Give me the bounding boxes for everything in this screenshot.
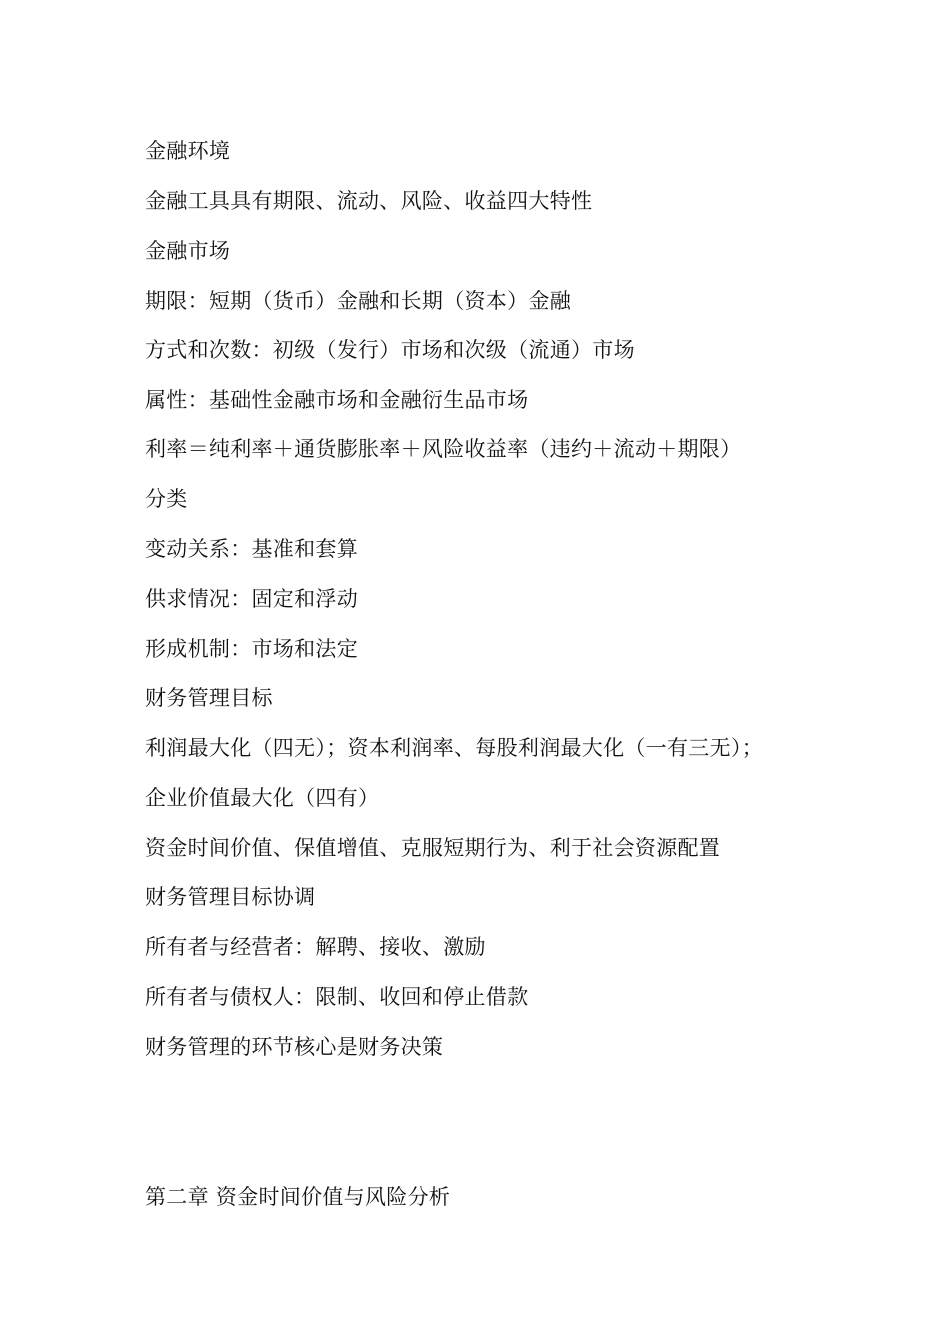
text-line: 财务管理目标协调 (145, 885, 316, 909)
text-line: 利率＝纯利率＋通货膨胀率＋风险收益率（违约＋流动＋期限） (145, 437, 742, 461)
text-line: 金融环境 (145, 139, 231, 163)
text-line: 期限：短期（货币）金融和长期（资本）金融 (145, 289, 571, 313)
text-line: 分类 (145, 487, 188, 511)
text-line: 财务管理目标 (145, 686, 273, 710)
text-line: 财务管理的环节核心是财务决策 (145, 1035, 444, 1059)
text-line: 方式和次数：初级（发行）市场和次级（流通）市场 (145, 338, 635, 362)
text-line: 供求情况：固定和浮动 (145, 587, 358, 611)
chapter-heading: 第二章 资金时间价值与风险分析 (145, 1185, 451, 1209)
text-line: 属性：基础性金融市场和金融衍生品市场 (145, 388, 529, 412)
text-line: 形成机制：市场和法定 (145, 637, 358, 661)
text-line: 资金时间价值、保值增值、克服短期行为、利于社会资源配置 (145, 836, 721, 860)
text-line: 企业价值最大化（四有） (145, 786, 380, 810)
text-line: 金融工具具有期限、流动、风险、收益四大特性 (145, 189, 593, 213)
text-line: 利润最大化（四无）；资本利润率、每股利润最大化（一有三无）； (145, 736, 763, 760)
text-line: 金融市场 (145, 239, 231, 263)
text-line: 变动关系：基准和套算 (145, 537, 358, 561)
text-line: 所有者与经营者：解聘、接收、激励 (145, 935, 486, 959)
text-line: 所有者与债权人：限制、收回和停止借款 (145, 985, 529, 1009)
